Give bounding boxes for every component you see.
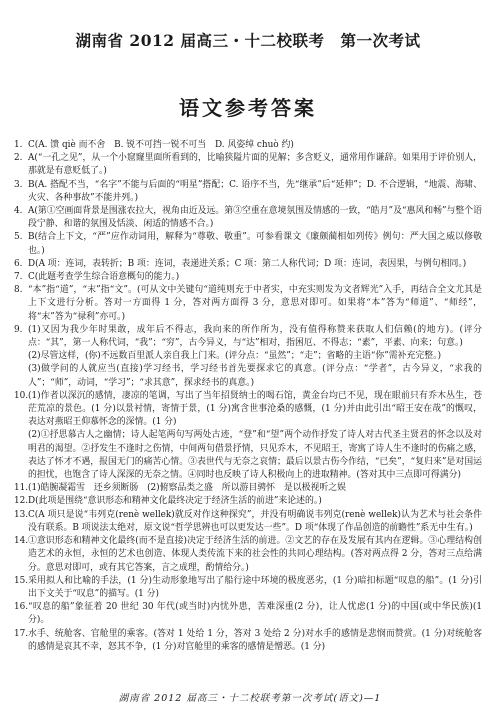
answer-text: D(此项是围绕“意识形态和精神文化最终决定于经济生活的前进”来论述的。) [28,496,322,507]
answer-item [14,284,482,324]
answer-text: C(A. 馈 qiè 而不舍 B. 锐不可挡一锐不可当 D. 风姿绰 chuò 约) [28,140,294,150]
answer-item [14,601,482,627]
answer-item [14,575,482,601]
answer-item [14,139,482,152]
answer-number: 8. [14,285,23,296]
answer-text: D(A 项：连词，表转折；B 项：连词，表递进关系；C 项：第二人称代词；D 项：连词，表因果，与例句相同。) [28,258,467,269]
answer-item [14,429,482,482]
answer-number: 1. [14,140,23,150]
answer-number: 17. [14,628,29,639]
answer-number: 11. [14,483,29,494]
answer-number: 15. [14,575,29,586]
answer-item [14,535,482,575]
answer-item [14,495,482,508]
answer-number: 2. [14,153,23,164]
answer-item [14,152,482,178]
page-title: 语文参考答案 [179,96,317,120]
answer-item [14,350,482,363]
answer-text: (2)尽管这样，(你)不远数百里派人亲自我上门来。(评分点：“虽然”；“走”；省略的主语“你”需补充完整。) [28,351,442,362]
answer-number: 4. [14,206,23,217]
answer-number: 7. [14,272,23,283]
answer-item [14,390,482,430]
answer-text: (3)做学问的人就应当(直接)学习经书，学习经书首先要探求它的真意。(评分点：“学者”，古今异义，“求我的人”；“师”，动词，“学习”；“求其意”，探求经书的真意。) [28,364,482,388]
answer-number [14,350,28,363]
page-footer: 湖南省 2012 届高三・十二校联考第一次考试(语文)—1 [118,693,382,704]
answer-number [14,429,28,482]
answer-text: B(结合上下文，“严”应作动词用，解释为“尊敬、敬重”。可参看课文《廉颇蔺相如列传》例句：严大国之威以修敬也。) [28,232,482,256]
exam-header: 湖南省 2012 届高三・十二校联考 第一次考试 [75,31,421,50]
answer-text: ①意识形态和精神文化最终(而不是直接)决定于经济生活的前进。②文艺的存在及发展有其内在逻辑。③心理结构创造艺术的永恒，永恒的艺术也创造、体现人类传流下来的社会性的共同心理结构。(答对两点得 2 分，答对三点给满分。意思对即可，或有其它答案，言之成理，酌情给分。) [28,536,482,573]
answer-number: 9. [14,324,23,335]
answer-item [14,509,482,535]
answer-number: 16. [14,602,29,613]
answer-item [14,363,482,389]
answer-item [14,205,482,231]
answer-text: “叹息的船”象征着 20 世纪 30 年代(或当时)内忧外患，苦难深重(2 分)，让人忧虑(1 分)的中国(或中华民族)(1 分)。 [28,602,482,626]
answer-item [14,258,482,271]
answer-text: 水手、统舱客、官舱里的乘客。(答对 1 处给 1 分，答对 3 处给 2 分)对水手的感情是悲悯而赞赏。(1 分)对统舱客的感情是哀其不幸，怒其不争，(1 分)对官舱里的乘客的感情是憎恶。(1 分) [28,628,482,652]
answer-text: A(“一孔之见”，从一个小窟窿里面所看到的，比喻狭隘片面的见解；多含贬义，通常用作谦辞。如果用于评价别人，那就是有意贬低了。) [28,153,482,177]
answer-item [14,179,482,205]
answer-number: 14. [14,536,29,547]
answer-text: (1)又因为我少年时果敢，成年后不得志，我向来的所作所为，没有值得称赞来获取人们信赖(的地方)。(评分点：“其”，第一人称代词，“我”；“穷”，古今异义，与“达”相对，指困厄、不得志；“素”，平素、向来；句意。) [28,324,482,349]
answer-item [14,231,482,257]
answer-text: B(A. 搭配不当，“名字”不能与后面的“明星”搭配；C. 语序不当，先“继承”后“延伸”；D. 不合逻辑，“地震、海啸、火灾、各种事故”不能并列。) [28,179,482,203]
answer-item [14,628,482,654]
answer-number: 6. [14,258,23,269]
answer-text: A(第①空画面背景是围涨农拉大，视角由近及远。第③空重在意境氛围及情感的一致，“皓月”及“惠风和畅”与整个语段宁静、和谐的氛围及恬淡、闲适的情感不合。) [28,206,483,230]
answer-number: 10. [14,390,29,401]
answer-text: 采用拟人和比喻的手法，(1 分)生动形象地写出了船行途中环境的极度恶劣，(1 分)暗扣标题“叹息的船”。(1 分)引出下文关于“叹息”的描写。(1 分) [28,575,482,599]
answer-item [14,482,482,495]
answer-text: (1)作者以深沉的感情，凄凉的笔调，写出了当年招贤纳士的喝石馆，黄金台均已不见，现在眼前只有乔木丛生，苍茫荒凉的景色。(1 分)以景衬情，寄情于景，(1 分)寓含世事沧桑的感慨，(1 分)并由此引出“昭王安在哉”的慨叹，表达对燕昭王仰慕怀念的深情。(1 分) [28,390,482,428]
answer-text: C(A 项只是说“韦列克(renè wellek)就反对作这种探究”，并没有明确说韦列克(renè wellek)认为艺术与社会条件没有联系。B 项说法太绝对，原文说“哲学思辨也可以更发达一些”。D 项“体现了作品创造的前瞻性”系无中生有。) [28,509,482,533]
answer-list [14,139,482,654]
answer-number: 12. [14,496,29,507]
answer-text: (1)皓腕凝霜雪 还乡须断肠 (2)俯察品类之盛 所以游目骋怀 是以极视听之娱 [28,483,347,494]
answer-number: 5. [14,232,23,243]
answer-text: (2)①抒思慕古人之幽情；诗人起笔两句写两处古迹，“登”和“望”两个动作抒发了诗人对古代圣主贤君的怀念以及对明君的渴望。②抒发生不逢时之伤情，中间两句借景抒情，只见乔木，不见昭王，寄寓了诗人生不逢时的伤痛之感，表达了怀才不遇，报国无门的痛苦心情。③表世代与无奈之哀情；最后以景古伤今作结，“已矣”，“复归来”是对国运的担忧，也饱含了诗人深深的无奈之情。④同时也反映了诗人积极向上的进取精神。(答对其中三点即可得满分) [28,430,482,481]
answer-number: 3. [14,179,23,190]
answer-text: C(此题考查学生综合语意概句的能力。) [28,272,180,283]
answer-item [14,324,482,350]
answer-number: 13. [14,509,29,520]
answer-item [14,271,482,284]
answer-number [14,363,28,389]
answer-text: “本”指“道”，“末”指“文”。(可从文中关键句“道纯则充于中者实，中充实则发为文者辉光”入手，再结合全文尤其是上下文进行分析。答对一方面得 1 分，答对两方面得 3 分，意思对即可。如果将“本”答为“师道”、“师经”，将“末”答为“禄利”亦可。) [28,285,482,322]
